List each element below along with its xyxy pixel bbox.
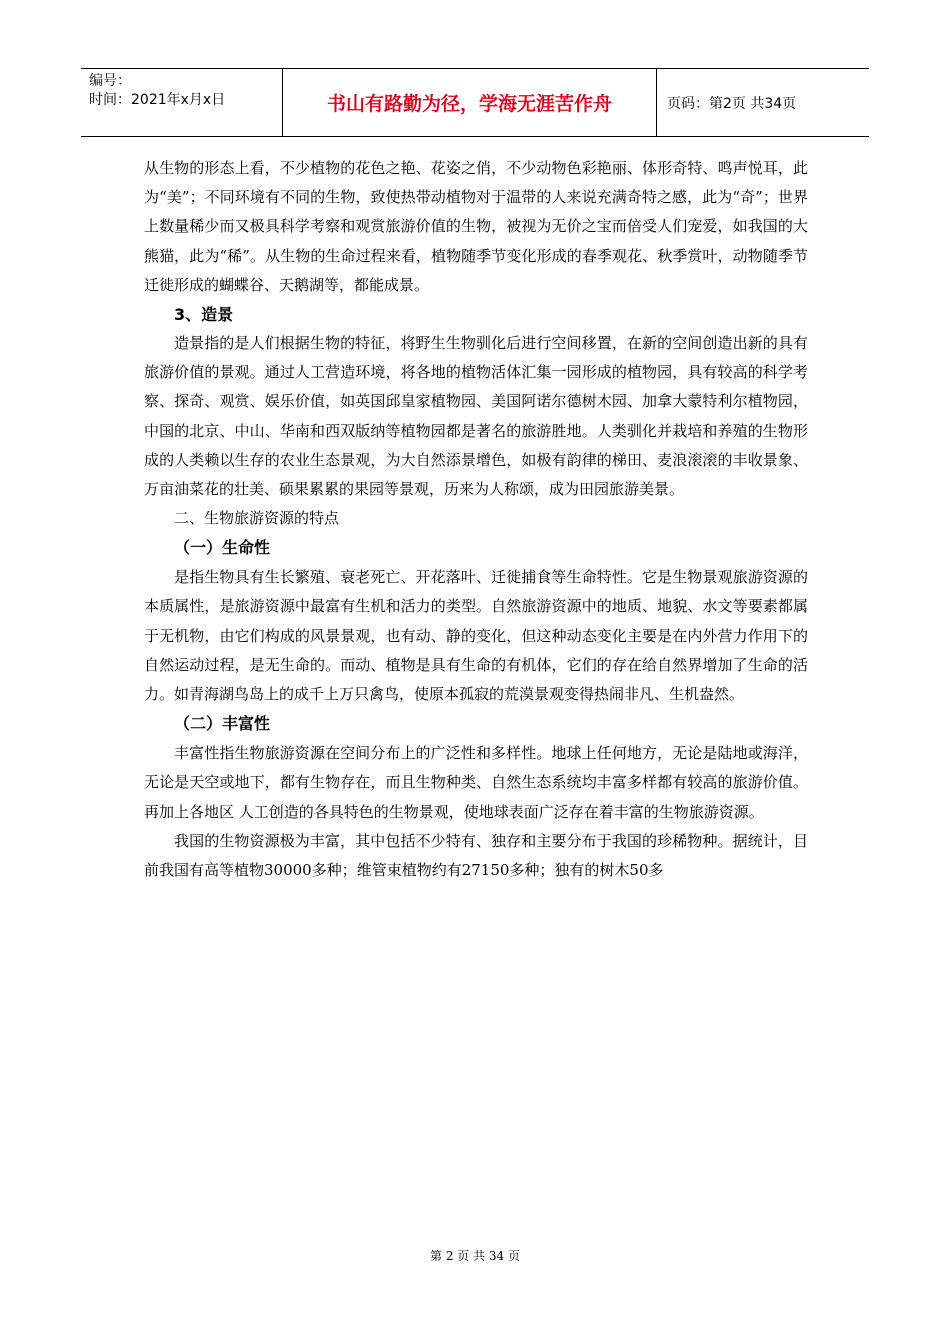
document-body — [144, 154, 808, 885]
motto-cell — [283, 69, 657, 136]
header-table — [81, 68, 869, 137]
paragraph-richness: 丰富性指生物旅游资源在空间分布上的广泛性和多样性。地球上任何地方，无论是陆地或海洋，无论是天空或地下，都有生物存在，而且生物种类、自然生态系统均丰富多样都有较高的旅游价值。再加上各地区 人工创造的各具特色的生物景观，使地球表面广泛存在着丰富的生物旅游资源。 — [144, 744, 808, 821]
header-info-cell — [81, 69, 283, 136]
page-footer: 第 2 页 共 34 页 — [430, 1249, 520, 1263]
paragraph-china-resources: 我国的生物资源极为丰富，其中包括不少特有、独存和主要分布于我国的珍稀物种。据统计，目前我国有高等植物30000多种；维管束植物约有27150多种；独有的树木50多 — [144, 831, 808, 880]
paragraph-biology-forms: 从生物的形态上看，不少植物的花色之艳、花姿之俏，不少动物色彩艳丽、体形奇特、鸣声悦耳，此为“美”；不同环境有不同的生物，致使热带动植物对于温带的人来说充满奇特之感，此为“奇”；世界上数量稀少而又极具科学考察和观赏旅游价值的生物，被视为无价之宝而倍受人们宠爱，如我国的大熊猫，此为“稀”。从生物的生命过程来看，植物随季节变化形成的春季观花、秋季赏叶，动物随季节迁徙形成的蝴蝶谷、天鹅湖等，都能成景。 — [144, 159, 808, 294]
time-label: 时间：2021年x月x日 — [89, 92, 226, 108]
page-number-cell — [657, 69, 869, 136]
paragraph-vitality: 是指生物具有生长繁殖、衰老死亡、开花落叶、迁徙捕食等生命特性。它是生物景观旅游资源的本质属性，是旅游资源中最富有生机和活力的类型。自然旅游资源中的地质、地貌、水文等要素都属于无机物，由它们构成的风景景观，也有动、静的变化，但这种动态变化主要是在内外营力作用下的自然运动过程，是无生命的。而动、植物是具有生命的有机体，它们的存在给自然界增加了生命的活力。如青海湖鸟岛上的成千上万只禽鸟，使原本孤寂的荒漠景观变得热闹非凡、生机盎然。 — [144, 568, 808, 704]
number-label: 编号： — [89, 73, 131, 89]
section-heading-characteristics: 二、生物旅游资源的特点 — [174, 509, 340, 528]
motto-text: 书山有路勤为径，学海无涯苦作舟 — [326, 93, 612, 115]
section-heading-landscaping: 3、造景 — [174, 305, 234, 325]
page-number-label: 页码：第2页 共34页 — [667, 95, 797, 112]
paragraph-landscaping: 造景指的是人们根据生物的特征，将野生生物驯化后进行空间移置，在新的空间创造出新的具有旅游价值的景观。通过人工营造环境，将各地的植物活体汇集一园形成的植物园，具有较高的科学考察、探奇、观赏、娱乐价值，如英国邱皇家植物园、美国阿诺尔德树木园、加拿大蒙特利尔植物园，中国的北京、中山、华南和西双版纳等植物园都是著名的旅游胜地。人类驯化并栽培和养殖的生物形成的人类赖以生存的农业生态景观，为大自然添景增色，如极有韵律的梯田、麦浪滚滚的丰收景象、万亩油菜花的壮美、硕果累累的果园等景观，历来为人称颂，成为田园旅游美景。 — [144, 334, 808, 499]
subheading-richness: （二）丰富性 — [174, 714, 271, 734]
subheading-vitality: （一）生命性 — [174, 538, 271, 558]
